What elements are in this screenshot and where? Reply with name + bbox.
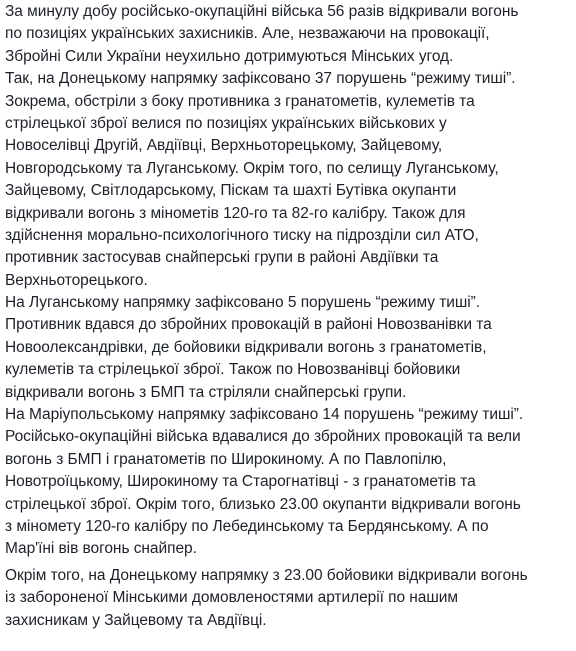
paragraph-mariupol: [5, 404, 573, 561]
text-line: На Маріупольському напрямку зафіксовано 14 порушень “режиму тиші”.: [5, 406, 524, 424]
text-line: з міномету 120-го калібру по Лебединському та Бердянському. А по: [5, 517, 489, 535]
text-line: вогонь з БМП і гранатометів по Широкиному. А по Павлопілю,: [5, 450, 447, 468]
paragraph-donetsk: [5, 68, 573, 292]
text-line: здійснення морально-психологічного тиску на підрозділи сил АТО,: [5, 226, 479, 244]
paragraph-luhansk: [5, 292, 573, 404]
text-line: Зайцевому, Світлодарському, Піскам та шахті Бутівка окупанти: [5, 182, 457, 200]
paragraph-intro: [5, 1, 573, 68]
article-body: [5, 1, 573, 632]
text-line: Верхньоторецького.: [5, 271, 148, 289]
text-line: Мар'їні вів вогонь снайпер.: [5, 540, 197, 558]
text-line: За минулу добу російсько-окупаційні війська 56 разів відкривали вогонь: [5, 3, 519, 20]
text-line: Російсько-окупаційні війська вдавалися до збройних провокацій та вели: [5, 428, 521, 446]
paragraph-closing: [5, 565, 573, 632]
text-line: відкривали вогонь з мінометів 120-го та 82-го калібру. Також для: [5, 204, 466, 222]
text-line: На Луганському напрямку зафіксовано 5 порушень “режиму тиші”.: [5, 294, 480, 312]
text-line: із забороненої Мінськими домовленостями артилерії по нашим: [5, 589, 458, 607]
text-line: відкривали вогонь з БМП та стріляли снайперські групи.: [5, 383, 407, 401]
text-line: Так, на Донецькому напрямку зафіксовано 37 порушень “режиму тиші”.: [5, 70, 516, 88]
text-line: противник застосував снайперські групи в районі Авдіївки та: [5, 249, 439, 267]
text-line: кулеметів та стрілецької зброї. Також по Новозванівці бойовики: [5, 361, 461, 379]
text-line: захисникам у Зайцевому та Авдіївці.: [5, 611, 267, 629]
text-line: по позиціях українських захисників. Але, незважаючи на провокації,: [5, 25, 490, 43]
text-line: стрілецької зброї. Окрім того, близько 23.00 окупанти відкривали вогонь: [5, 495, 521, 513]
text-line: Новгородському та Луганському. Окрім того, по селищу Луганському,: [5, 159, 499, 177]
text-line: Зокрема, обстріли з боку противника з гранатометів, кулеметів та: [5, 92, 475, 110]
text-line: стрілецької зброї велися по позиціях українських військових у: [5, 114, 447, 132]
text-line: Новоолександрівки, де бойовики відкривали вогонь з гранатометів,: [5, 338, 487, 356]
text-line: Окрім того, на Донецькому напрямку з 23.00 бойовики відкривали вогонь: [5, 566, 528, 584]
text-line: Новотроїцькому, Широкиному та Старогнатівці - з гранатометів та: [5, 473, 476, 491]
text-line: Збройні Сили України неухильно дотримуються Мінських угод.: [5, 47, 454, 65]
text-line: Новоселівці Другій, Авдіївці, Верхньоторецькому, Зайцевому,: [5, 137, 443, 155]
text-line: Противник вдався до збройних провокацій в районі Новозванівки та: [5, 316, 492, 334]
